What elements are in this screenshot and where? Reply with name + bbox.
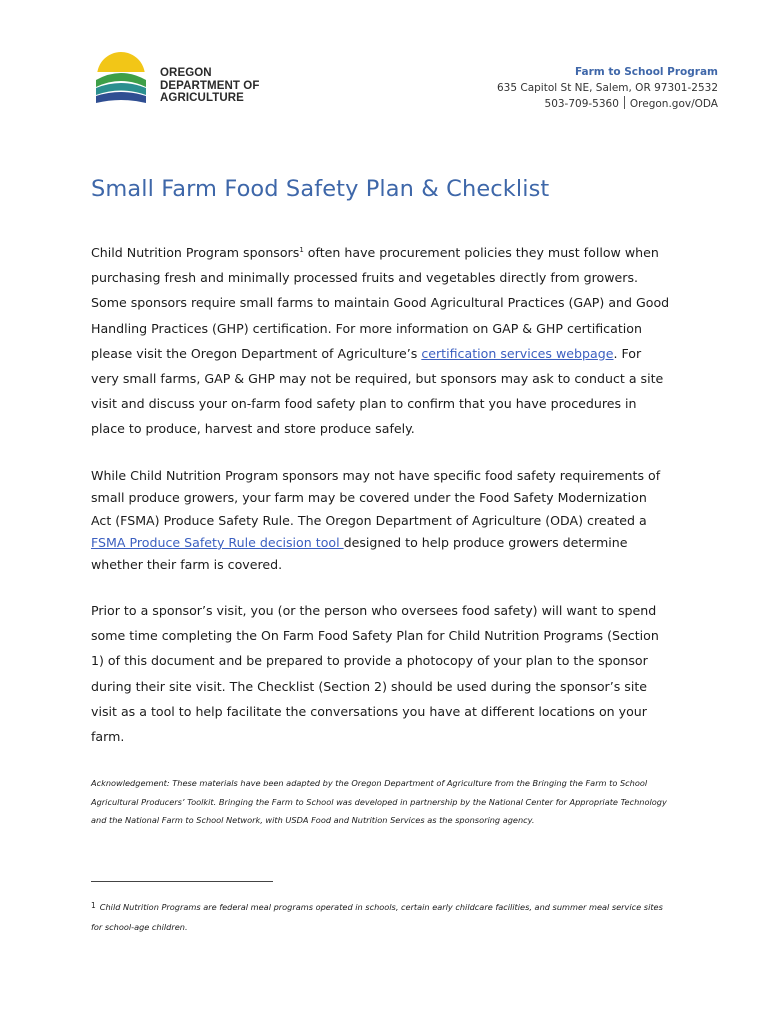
document-title: Small Farm Food Safety Plan & Checklist	[91, 176, 550, 202]
phone: 503-709-5360	[544, 98, 619, 110]
phone-web-line	[497, 96, 718, 112]
address: 635 Capitol St NE, Salem, OR 97301-2532	[497, 82, 718, 94]
footnote-ref: 1	[299, 246, 304, 254]
logo-wordmark	[160, 67, 259, 105]
footnote-text: Child Nutrition Programs are federal meal programs operated in schools, certain early childcare facilities, and summer meal service sites for school-age children.	[91, 902, 663, 932]
logo-line-2: DEPARTMENT OF	[160, 79, 260, 92]
paragraph-2	[91, 465, 671, 576]
website: Oregon.gov/ODA	[629, 98, 718, 110]
divider	[624, 96, 625, 109]
contact-block	[497, 64, 718, 112]
footnote-separator	[91, 881, 273, 882]
sun-hills-icon	[94, 50, 156, 106]
footnote	[91, 896, 671, 937]
program-name: Farm to School Program	[574, 66, 718, 78]
paragraph-1	[91, 238, 671, 442]
oda-logo	[94, 50, 274, 106]
footnote-number: 1	[91, 901, 96, 910]
certification-services-link[interactable]: certification services webpage	[421, 345, 614, 361]
logo-line-3: AGRICULTURE	[160, 92, 244, 104]
fsma-decision-tool-link[interactable]: FSMA Produce Safety Rule decision tool	[91, 534, 344, 550]
para1-text-c: . For very small farms, GAP & GHP may not be required, but sponsors may ask to conduct a site visit and discuss your on-farm food safety plan to confirm that you have procedures in place to produce, harvest and store produce safely.	[91, 345, 664, 437]
para1-text-a: Child Nutrition Program sponsors	[91, 245, 300, 260]
para2-text-a: While Child Nutrition Program sponsors may not have specific food safety requirements of small produce growers, your farm may be covered under the Food Safety Modernization Act (FSMA) Produce Safety Rule. The Oregon Department of Agriculture (ODA) created a	[91, 468, 661, 528]
para1-text-b: often have procurement policies they must follow when purchasing fresh and minimally processed fruits and vegetables directly from growers. Some sponsors require small farms to maintain Good Agricultural Practices (GAP) and Good Handling Practices (GHP) certification. For more information on GAP & GHP certification please visit the Oregon Department of Agriculture’s	[91, 245, 670, 361]
acknowledgement: Acknowledgement: These materials have been adapted by the Oregon Department of Agriculture from the Bringing the Farm to School Agricultural Producers’ Toolkit. Bringing the Farm to School was developed in partnership by the National Center for Appropriate Technology and the National Farm to School Network, with USDA Food and Nutrition Services as the sponsoring agency.	[91, 778, 667, 826]
paragraph-3: Prior to a sponsor’s visit, you (or the person who oversees food safety) will want to spend some time completing the On Farm Food Safety Plan for Child Nutrition Programs (Section 1) of this document and be prepared to provide a photocopy of your plan to the sponsor during their site visit. The Checklist (Section 2) should be used during the sponsor’s site visit as a tool to help facilitate the conversations you have at different locations on your farm.	[91, 603, 659, 745]
logo-line-1: OREGON	[160, 67, 212, 79]
para2-text-b: designed to help produce growers determine whether their farm is covered.	[91, 534, 628, 573]
